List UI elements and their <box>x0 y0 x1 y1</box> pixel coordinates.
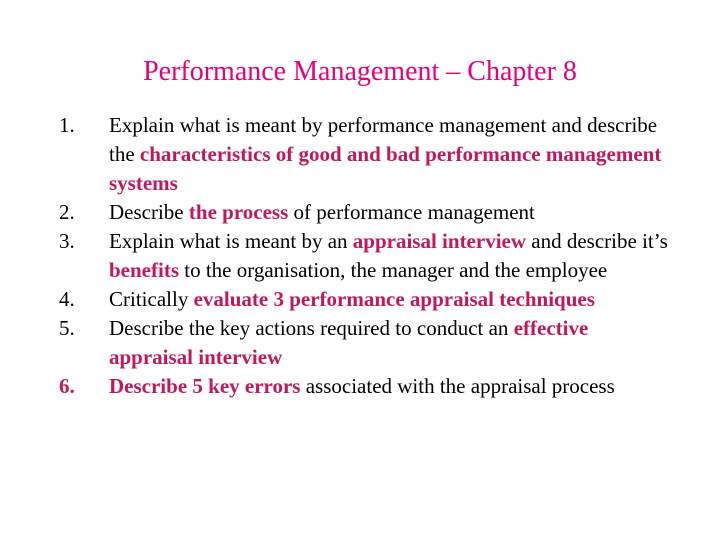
item-text <box>109 198 669 227</box>
item-text-segment: of performance management <box>288 200 535 224</box>
list-item <box>0 227 720 285</box>
list-item <box>0 285 720 314</box>
item-text-segment: Critically <box>109 287 194 311</box>
slide-title: Performance Management – Chapter 8 <box>143 56 577 87</box>
list-item <box>0 198 720 227</box>
item-text-segment: to the organisation, the manager and the employee <box>179 258 608 282</box>
item-text-highlight: characteristics of good and bad performance management systems <box>109 142 662 195</box>
item-text-highlight: Describe 5 key errors <box>109 374 301 398</box>
item-text <box>109 227 669 285</box>
list-item <box>0 111 720 198</box>
item-text-segment: Explain what is meant by an <box>109 229 353 253</box>
item-text-segment: Describe the key actions required to conduct an <box>109 316 514 340</box>
item-text <box>109 111 669 198</box>
objectives-list <box>0 111 720 401</box>
item-number: 5. <box>59 316 75 340</box>
list-item <box>0 372 720 401</box>
item-number: 4. <box>59 287 75 311</box>
item-text <box>109 372 669 401</box>
item-text-highlight: benefits <box>109 258 179 282</box>
item-text-highlight: evaluate 3 performance appraisal techniques <box>193 287 595 311</box>
item-text <box>109 314 669 372</box>
item-number: 2. <box>59 200 75 224</box>
item-text <box>109 285 669 314</box>
list-item <box>0 314 720 372</box>
item-number: 3. <box>59 229 75 253</box>
item-text-highlight: appraisal interview <box>352 229 527 253</box>
item-text-segment: Explain what is meant by performance management and describe the <box>109 113 658 166</box>
item-text-segment: and describe it’s <box>526 229 668 253</box>
item-text-highlight: effective appraisal interview <box>109 316 589 369</box>
item-text-segment: associated with the appraisal process <box>300 374 615 398</box>
item-text-segment: Describe <box>109 200 189 224</box>
item-text-highlight: the process <box>188 200 289 224</box>
item-number: 6. <box>59 374 75 398</box>
item-number: 1. <box>59 113 75 137</box>
